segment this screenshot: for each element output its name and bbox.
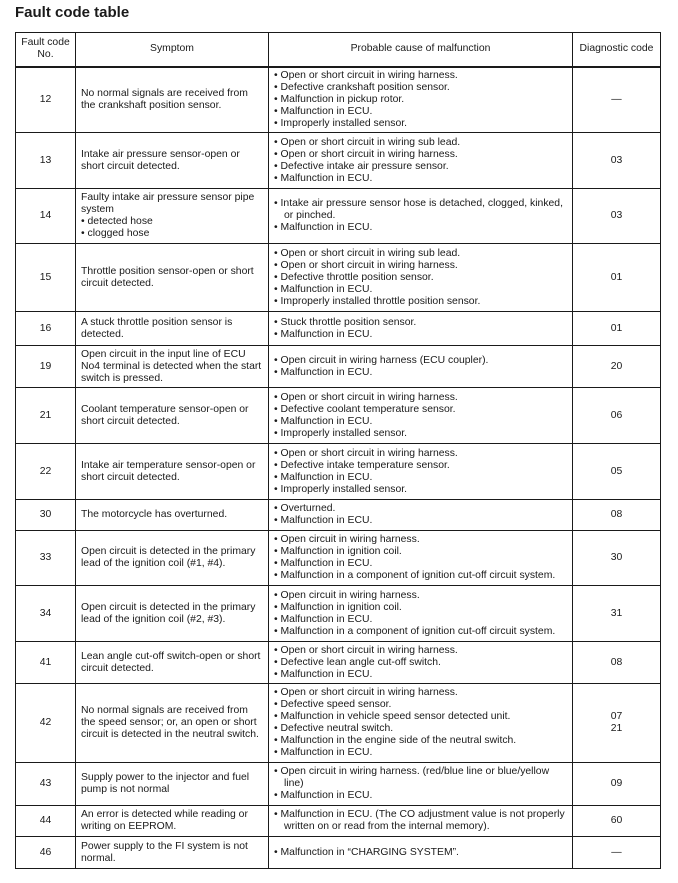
symptom-cell [76,586,269,642]
fault-code-cell: 42 [16,684,76,763]
cause-item: • Open or short circuit in wiring harness. [274,645,567,657]
cause-item: • Open circuit in wiring harness. (red/blue line or blue/yellow line) [274,766,567,790]
fault-code-cell: 19 [16,346,76,388]
cause-item: • Open circuit in wiring harness. [274,590,567,602]
cause-item: • Malfunction in ECU. [274,329,567,341]
fault-code-table [15,32,661,869]
header-symptom: Symptom [76,33,269,67]
cause-item: • Improperly installed throttle position sensor. [274,296,567,308]
symptom-text: Faulty intake air pressure sensor pipe system [81,192,255,215]
table-row [16,837,661,869]
fault-code-cell: 21 [16,388,76,444]
probable-cause-cell [269,444,573,500]
probable-cause-cell [269,388,573,444]
table-row [16,806,661,837]
cause-list [274,847,567,859]
cause-item: • Malfunction in ECU. [274,416,567,428]
cause-list [274,590,567,638]
cause-item: • Open circuit in wiring harness. [274,534,567,546]
table-row [16,67,661,133]
cause-item: • Open or short circuit in wiring sub lead. [274,137,567,149]
cause-item: • Malfunction in “CHARGING SYSTEM”. [274,847,567,859]
cause-item: • Malfunction in ECU. [274,173,567,185]
symptom-cell [76,244,269,312]
cause-list [274,70,567,130]
diagnostic-code-cell: 01 [573,244,661,312]
cause-item: • Malfunction in ECU. [274,669,567,681]
cause-item: • Malfunction in a component of ignition cut-off circuit system. [274,570,567,582]
cause-item: • Open or short circuit in wiring harness. [274,70,567,82]
cause-item: • Defective throttle position sensor. [274,272,567,284]
diagnostic-code-cell: 03 [573,189,661,244]
symptom-cell [76,500,269,531]
table-row [16,642,661,684]
probable-cause-cell [269,806,573,837]
cause-item: • Improperly installed sensor. [274,428,567,440]
symptom-text: Intake air temperature sensor-open or short circuit detected. [81,459,256,483]
cause-item: • Defective lean angle cut-off switch. [274,657,567,669]
symptom-text: Power supply to the FI system is not normal. [81,840,248,864]
fault-code-cell: 30 [16,500,76,531]
probable-cause-cell [269,763,573,806]
fault-code-cell: 15 [16,244,76,312]
symptom-cell [76,133,269,189]
cause-item: • Malfunction in ECU. [274,790,567,802]
diagnostic-code-cell: 30 [573,531,661,586]
diagnostic-code-cell: 07 21 [573,684,661,763]
cause-item: • Malfunction in ECU. [274,472,567,484]
diagnostic-code-cell: 20 [573,346,661,388]
cause-item: • Defective neutral switch. [274,723,567,735]
cause-item: • Malfunction in pickup rotor. [274,94,567,106]
diagnostic-code-cell: 01 [573,312,661,346]
cause-item: • Malfunction in ignition coil. [274,602,567,614]
probable-cause-cell [269,312,573,346]
table-row [16,444,661,500]
cause-item: • Open or short circuit in wiring harness. [274,448,567,460]
symptom-cell [76,346,269,388]
cause-item: • Improperly installed sensor. [274,484,567,496]
cause-list [274,137,567,185]
fault-code-cell: 43 [16,763,76,806]
symptom-subitem: • detected hose [81,216,263,228]
symptom-text: Intake air pressure sensor-open or short circuit detected. [81,148,240,172]
diagnostic-code-cell: 06 [573,388,661,444]
symptom-text: A stuck throttle position sensor is detected. [81,316,233,340]
probable-cause-cell [269,684,573,763]
probable-cause-cell [269,346,573,388]
symptom-text: Throttle position sensor-open or short circuit detected. [81,265,254,289]
diagnostic-code-cell: 08 [573,642,661,684]
cause-item: • Malfunction in a component of ignition cut-off circuit system. [274,626,567,638]
symptom-cell [76,684,269,763]
cause-item: • Malfunction in vehicle speed sensor detected unit. [274,711,567,723]
cause-list [274,503,567,527]
symptom-text: The motorcycle has overturned. [81,509,228,520]
symptom-text: Supply power to the injector and fuel pump is not normal [81,772,250,795]
diagnostic-code-cell: 08 [573,500,661,531]
table-row [16,586,661,642]
cause-item: • Open or short circuit in wiring harness. [274,392,567,404]
cause-item: • Malfunction in ECU. [274,747,567,759]
probable-cause-cell [269,189,573,244]
symptom-cell [76,763,269,806]
symptom-text: Open circuit is detected in the primary lead of the ignition coil (#2, #3). [81,601,256,625]
symptom-subitem: • clogged hose [81,228,263,240]
cause-item: • Malfunction in ECU. [274,284,567,296]
table-row [16,763,661,806]
symptom-text: Coolant temperature sensor-open or short circuit detected. [81,403,249,427]
diagnostic-code-cell: 05 [573,444,661,500]
probable-cause-cell [269,244,573,312]
symptom-text: An error is detected while reading or writing on EEPROM. [81,809,248,832]
symptom-cell [76,444,269,500]
diagnostic-code-cell: — [573,67,661,133]
cause-item: • Malfunction in the engine side of the neutral switch. [274,735,567,747]
fault-code-cell: 13 [16,133,76,189]
table-row [16,189,661,244]
probable-cause-cell [269,133,573,189]
fault-code-cell: 33 [16,531,76,586]
probable-cause-cell [269,642,573,684]
symptom-cell [76,67,269,133]
cause-item: • Overturned. [274,503,567,515]
symptom-cell [76,642,269,684]
fault-code-cell: 14 [16,189,76,244]
cause-list [274,645,567,681]
symptom-cell [76,837,269,869]
cause-list [274,248,567,308]
cause-item: • Defective coolant temperature sensor. [274,404,567,416]
fault-code-cell: 34 [16,586,76,642]
table-row [16,388,661,444]
header-row [16,33,661,67]
cause-item: • Defective intake air pressure sensor. [274,161,567,173]
cause-item: • Malfunction in ECU. [274,614,567,626]
symptom-text: Open circuit in the input line of ECU No4 terminal is detected when the start switch is pressed. [81,348,262,384]
symptom-text: No normal signals are received from the speed sensor; or, an open or short circuit is detected in the neutral switch. [81,705,259,740]
table-row [16,684,661,763]
cause-list [274,809,567,833]
symptom-cell [76,806,269,837]
table-row [16,244,661,312]
table-row [16,346,661,388]
cause-item: • Open or short circuit in wiring harness. [274,149,567,161]
symptom-cell [76,189,269,244]
cause-item: • Malfunction in ignition coil. [274,546,567,558]
cause-item: • Malfunction in ECU. [274,106,567,118]
cause-item: • Improperly installed sensor. [274,118,567,130]
cause-item: • Defective speed sensor. [274,699,567,711]
table-row [16,133,661,189]
cause-list [274,687,567,759]
symptom-cell [76,388,269,444]
cause-list [274,392,567,440]
table-row [16,312,661,346]
cause-list [274,534,567,582]
diagnostic-code-cell: 60 [573,806,661,837]
symptom-text: Open circuit is detected in the primary lead of the ignition coil (#1, #4). [81,546,256,569]
cause-item: • Malfunction in ECU. [274,515,567,527]
cause-item: • Open or short circuit in wiring harness. [274,687,567,699]
diagnostic-code-cell: — [573,837,661,869]
probable-cause-cell [269,500,573,531]
symptom-cell [76,312,269,346]
symptom-text: No normal signals are received from the crankshaft position sensor. [81,87,248,111]
cause-item: • Open circuit in wiring harness (ECU coupler). [274,355,567,367]
table-row [16,500,661,531]
probable-cause-cell [269,586,573,642]
fault-code-cell: 16 [16,312,76,346]
fault-code-cell: 22 [16,444,76,500]
probable-cause-cell [269,67,573,133]
diagnostic-code-cell: 09 [573,763,661,806]
cause-item: • Open or short circuit in wiring harness. [274,260,567,272]
header-diagnostic-code: Diagnostic code [573,33,661,67]
cause-list [274,198,567,234]
probable-cause-cell [269,531,573,586]
fault-code-cell: 12 [16,67,76,133]
table-row [16,531,661,586]
cause-item: • Defective crankshaft position sensor. [274,82,567,94]
cause-item: • Intake air pressure sensor hose is detached, clogged, kinked, or pinched. [274,198,567,222]
diagnostic-code-cell: 31 [573,586,661,642]
cause-item: • Malfunction in ECU. [274,558,567,570]
cause-list [274,448,567,496]
header-fault-code: Fault code No. [16,33,76,67]
fault-code-cell: 46 [16,837,76,869]
cause-item: • Stuck throttle position sensor. [274,317,567,329]
symptom-cell [76,531,269,586]
cause-item: • Defective intake temperature sensor. [274,460,567,472]
cause-list [274,317,567,341]
page-title: Fault code table [15,4,130,21]
cause-item: • Malfunction in ECU. [274,222,567,234]
cause-item: • Malfunction in ECU. (The CO adjustment value is not properly written on or read from the internal memory). [274,809,567,833]
header-probable-cause: Probable cause of malfunction [269,33,573,67]
fault-code-cell: 41 [16,642,76,684]
probable-cause-cell [269,837,573,869]
symptom-text: Lean angle cut-off switch-open or short circuit detected. [81,650,261,674]
diagnostic-code-cell: 03 [573,133,661,189]
cause-list [274,766,567,802]
cause-list [274,355,567,379]
fault-code-cell: 44 [16,806,76,837]
cause-item: • Malfunction in ECU. [274,367,567,379]
symptom-sublist [81,216,263,240]
cause-item: • Open or short circuit in wiring sub lead. [274,248,567,260]
